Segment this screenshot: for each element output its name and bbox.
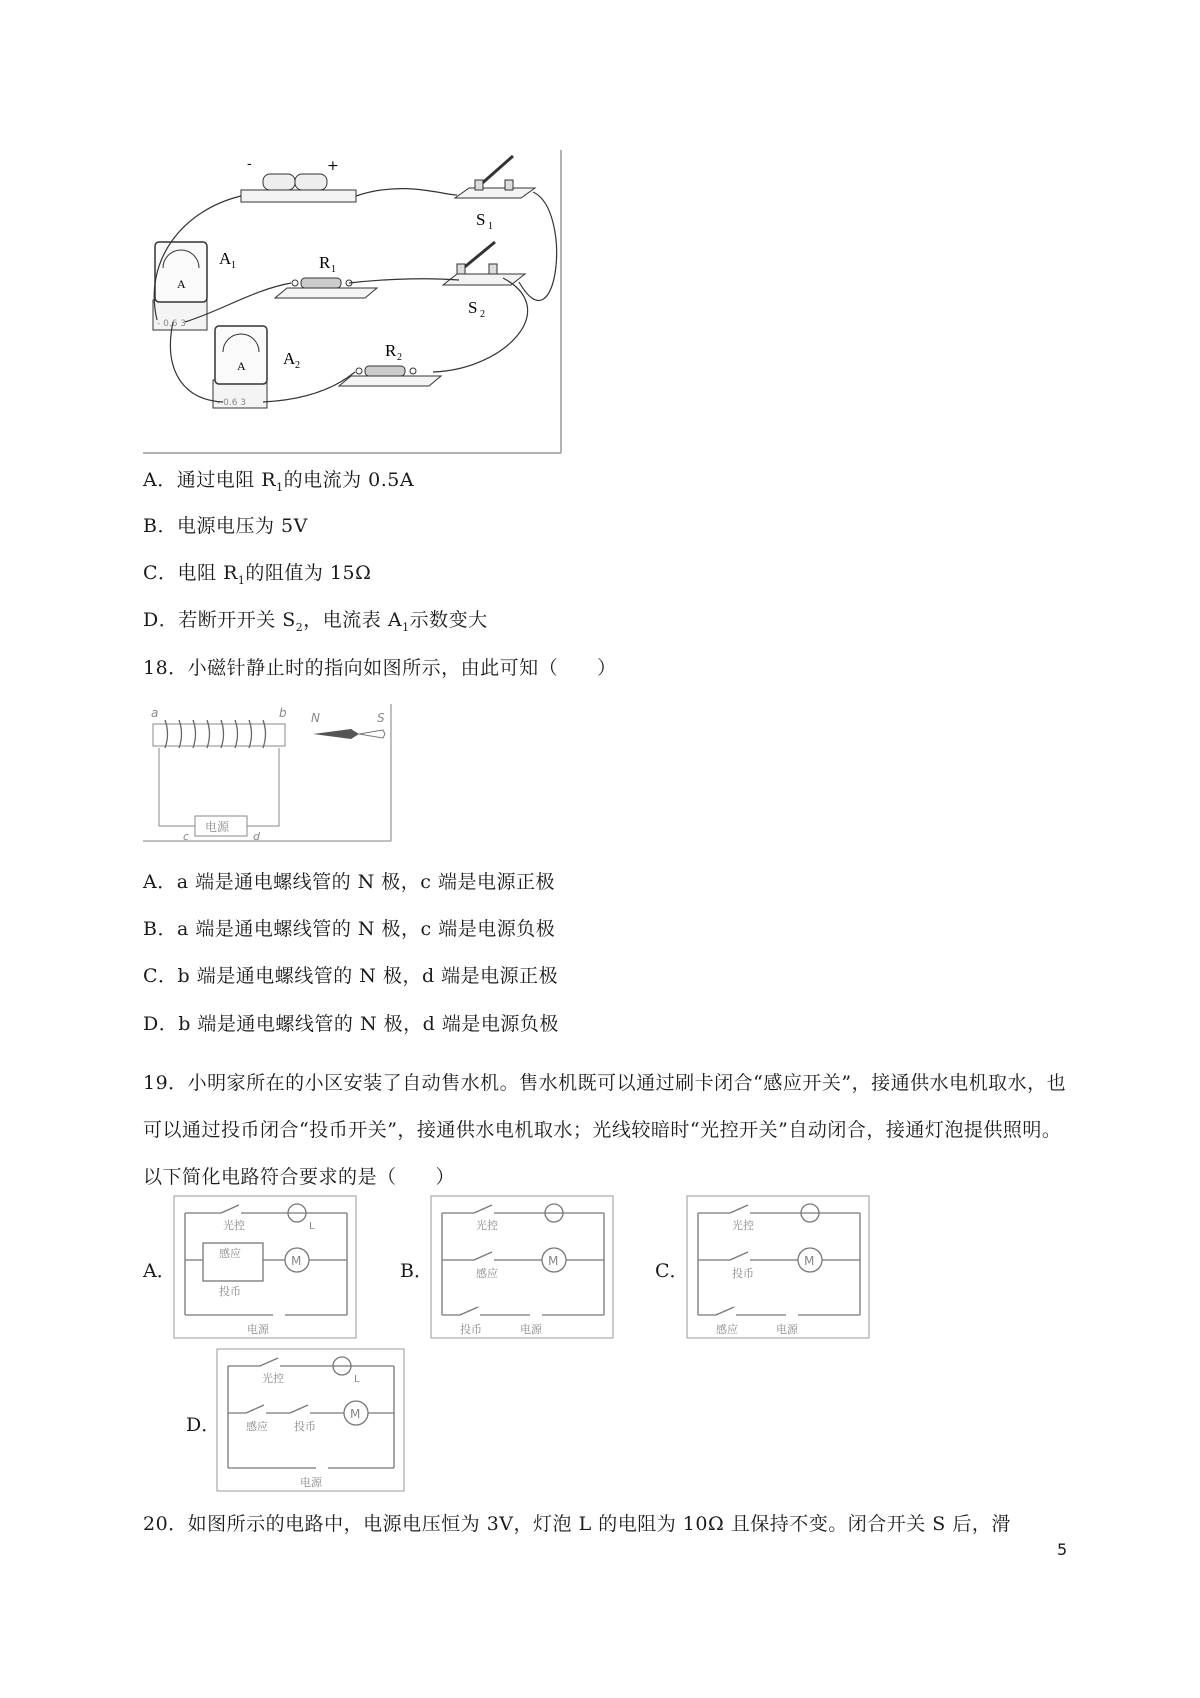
q19-label-b: B． xyxy=(400,1260,433,1282)
d-switch-sense: 感应 xyxy=(246,1420,268,1433)
solenoid-end-a: a xyxy=(151,706,159,720)
q18-option-d: D．b 端是通电螺线管的 N 极，d 端是电源负极 xyxy=(143,1013,559,1035)
d-lamp: L xyxy=(354,1374,360,1385)
source-end-d: d xyxy=(253,830,260,842)
battery-plus-label: + xyxy=(327,158,339,174)
power-source-label: 电源 xyxy=(205,820,230,834)
circuit-option-c xyxy=(686,1195,871,1340)
q17-option-a: A．通过电阻 $R_1$的电流为 0.5A xyxy=(143,469,415,494)
s2-label: S xyxy=(468,298,478,317)
a-source: 电源 xyxy=(247,1323,269,1336)
c-motor: M xyxy=(804,1254,815,1268)
page-number: 5 xyxy=(1057,1540,1068,1559)
a2-sub: 2 xyxy=(295,360,300,371)
q18-option-c: C．b 端是通电螺线管的 N 极，d 端是电源正极 xyxy=(143,965,559,987)
a-lamp: L xyxy=(309,1221,315,1232)
b-switch-light: 光控 xyxy=(476,1219,498,1232)
q17-option-d: D．若断开开关 $S_2$，电流表 $A_1$示数变大 xyxy=(143,609,488,634)
source-end-c: c xyxy=(183,830,190,842)
q17-option-b: B．电源电压为 5V xyxy=(143,515,308,537)
figure-q17-circuit xyxy=(143,150,563,455)
q19-label-c: C． xyxy=(655,1260,689,1282)
r2-sub: 2 xyxy=(397,352,402,363)
figure-q18-solenoid xyxy=(143,704,393,842)
circuit-option-a xyxy=(173,1195,358,1340)
b-source: 电源 xyxy=(520,1323,542,1336)
switch-s1 xyxy=(455,156,535,232)
c-switch-coin: 投币 xyxy=(732,1267,754,1280)
r1-label: R xyxy=(319,253,331,272)
resistor-r2 xyxy=(339,341,441,386)
battery-holder xyxy=(241,156,356,202)
b-switch-coin: 投币 xyxy=(460,1323,482,1336)
b-motor: M xyxy=(548,1254,559,1268)
q19-stem: 19．小明家所在的小区安装了自动售水机。售水机既可以通过刷卡闭合“感应开关”，接通供水电机取水，也可以通过投币闭合“投币开关”，接通供水电机取水；光线较暗时“光控开关”自动闭合，接通灯泡提供照明。以下简化电路符合要求的是（ ） xyxy=(143,1072,1067,1188)
q17-option-c: C．电阻 $R_1$的阻值为 15Ω xyxy=(143,562,372,587)
ammeter-a1 xyxy=(153,242,236,330)
q19-label-d: D． xyxy=(186,1414,221,1436)
a-switch-light: 光控 xyxy=(223,1219,245,1232)
a1-meter-face: A xyxy=(177,277,186,291)
q20-stem: 20．如图所示的电路中，电源电压恒为 3V，灯泡 L 的电阻为 10Ω 且保持不变。闭合开关 S 后，滑 xyxy=(143,1513,1011,1535)
q18-option-a: A．a 端是通电螺线管的 N 极，c 端是电源正极 xyxy=(143,871,555,893)
a-switch-sense: 感应 xyxy=(219,1247,241,1260)
solenoid-end-b: b xyxy=(279,706,287,720)
q18-stem: 18．小磁针静止时的指向如图所示，由此可知（ ） xyxy=(143,657,617,679)
s2-sub: 2 xyxy=(480,309,485,320)
r1-sub: 1 xyxy=(331,264,336,275)
a1-terminals: - 0.6 3 xyxy=(157,319,187,329)
circuit-option-d xyxy=(216,1348,406,1493)
s1-sub: 1 xyxy=(488,221,493,232)
battery-minus-label: - xyxy=(247,156,252,172)
a1-sub: 1 xyxy=(231,260,236,271)
switch-s2 xyxy=(443,242,525,320)
d-source: 电源 xyxy=(300,1476,322,1489)
ammeter-a2 xyxy=(213,326,300,408)
compass-needle xyxy=(311,711,385,739)
s1-label: S xyxy=(476,210,486,229)
a-motor: M xyxy=(291,1254,302,1268)
resistor-r1 xyxy=(275,253,377,298)
d-motor: M xyxy=(350,1407,361,1421)
q18-option-b: B．a 端是通电螺线管的 N 极，c 端是电源负极 xyxy=(143,918,556,940)
a2-terminals: - 0.6 3 xyxy=(217,398,247,408)
d-switch-light: 光控 xyxy=(262,1372,284,1385)
c-switch-light: 光控 xyxy=(732,1219,754,1232)
a2-label: A xyxy=(283,349,296,368)
b-switch-sense: 感应 xyxy=(476,1267,498,1280)
c-switch-sense: 感应 xyxy=(716,1323,738,1336)
a2-meter-face: A xyxy=(237,359,246,373)
needle-s-label: S xyxy=(377,711,385,725)
a-switch-coin: 投币 xyxy=(219,1285,241,1298)
r2-label: R xyxy=(385,341,397,360)
a1-label: A xyxy=(219,249,232,268)
circuit-option-b xyxy=(430,1195,615,1340)
d-switch-coin: 投币 xyxy=(294,1420,316,1433)
c-source: 电源 xyxy=(776,1323,798,1336)
needle-n-label: N xyxy=(311,711,320,725)
q19-label-a: A． xyxy=(143,1260,176,1282)
